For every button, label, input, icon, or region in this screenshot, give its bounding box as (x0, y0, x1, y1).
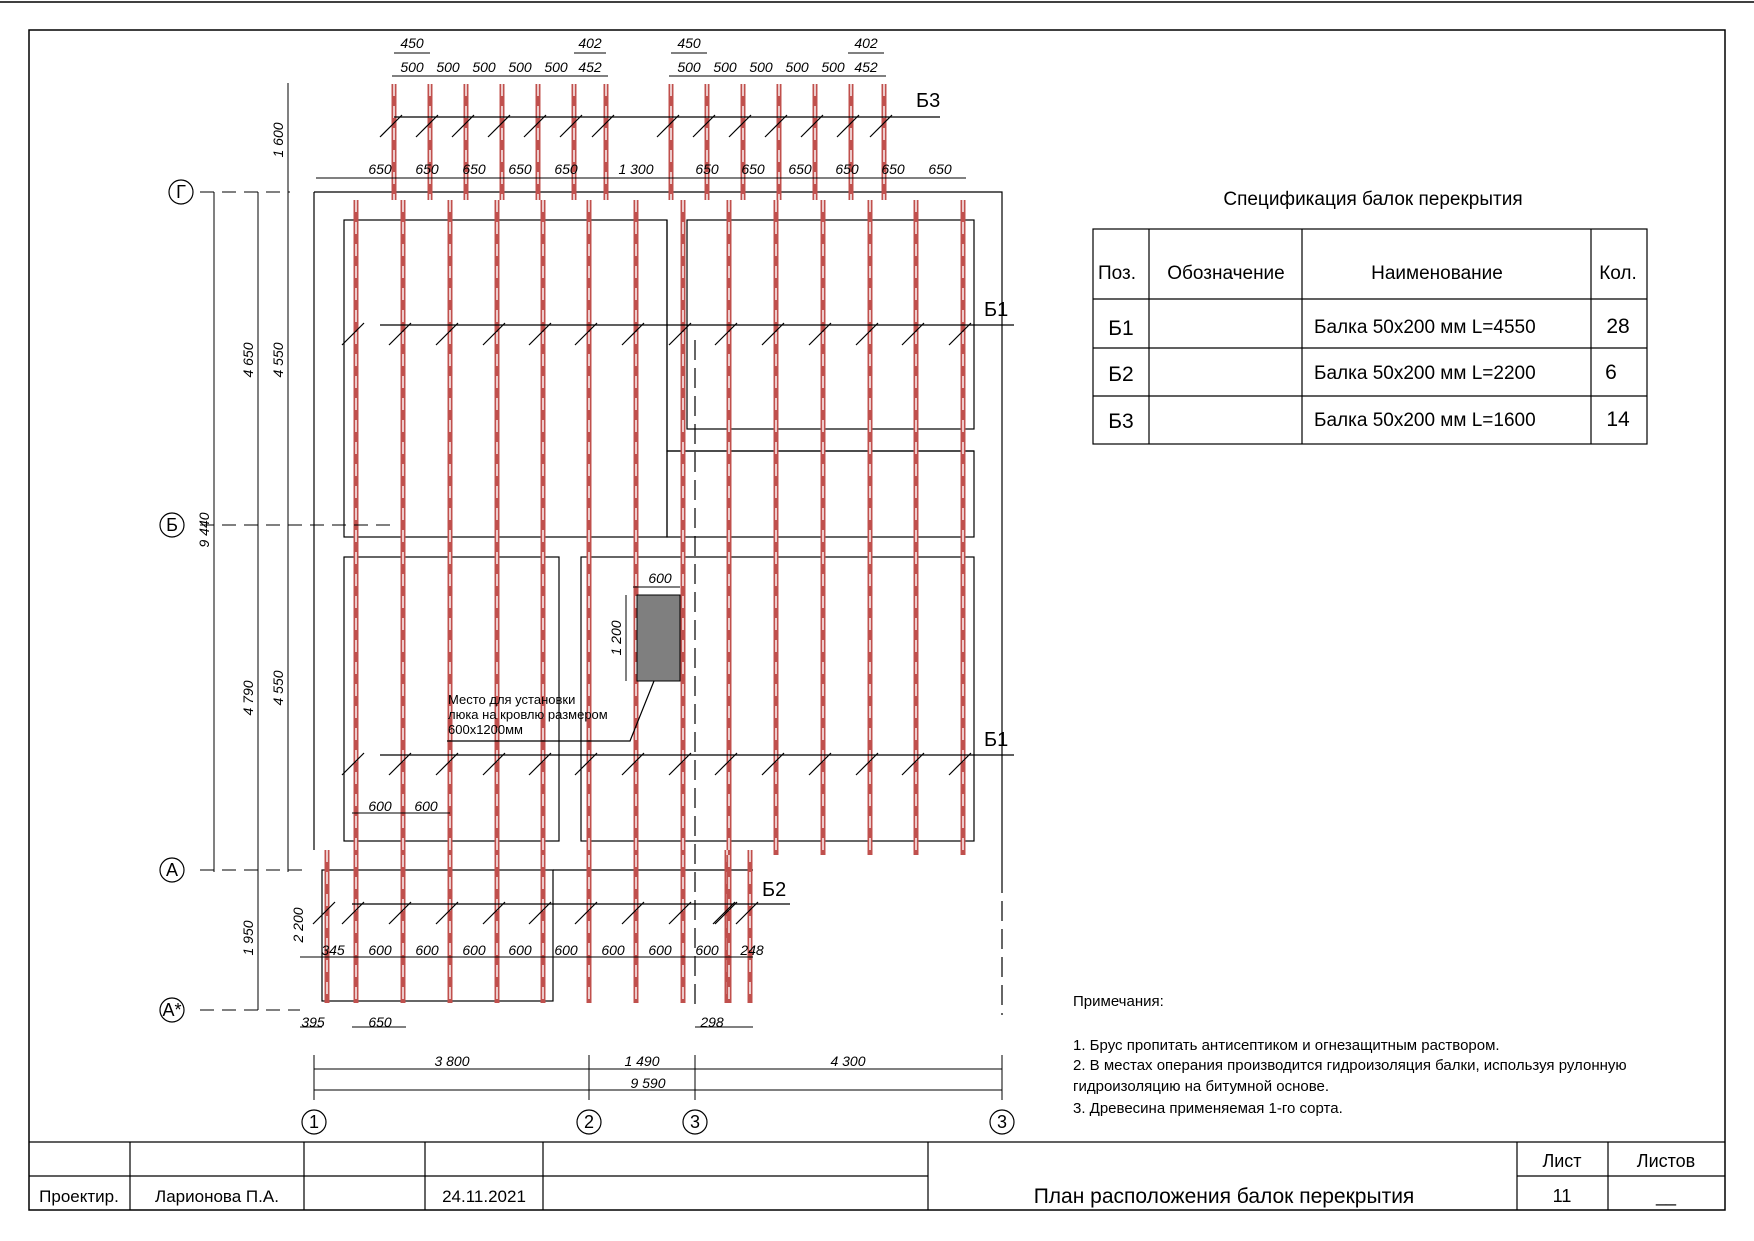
dim-top3-6: 650 (695, 161, 719, 177)
tick-b3-4 (524, 115, 546, 137)
spec-row-1-pos: Б2 (1108, 363, 1134, 386)
dim-low-8: 600 (695, 942, 719, 958)
dim-top2-5: 452 (578, 59, 602, 75)
tick-b1-ext-7 (669, 902, 691, 924)
tick-b1-low-4 (529, 753, 551, 775)
spec-header-code: Обозначение (1167, 263, 1285, 284)
dim-hatch-600: 600 (648, 570, 672, 586)
tick-b3-8 (693, 115, 715, 137)
label-b1-top: Б1 (984, 299, 1009, 321)
tick-b1-low-12 (902, 753, 924, 775)
tb-name: Ларионова П.А. (155, 1187, 279, 1206)
tick-b3-7 (657, 115, 679, 137)
tick-b3-12 (837, 115, 859, 137)
dim-top3-2: 650 (462, 161, 486, 177)
label-b3: Б3 (916, 90, 941, 112)
title-block (39, 1151, 1695, 1208)
label-b2: Б2 (762, 879, 787, 901)
tick-b1-ext-5 (575, 902, 597, 924)
tick-b1-ext-2 (436, 902, 458, 924)
dim-top3-8: 650 (788, 161, 812, 177)
dim-9440: 9 440 (196, 512, 212, 548)
tick-b1-top-1 (389, 323, 411, 345)
notes-title: Примечания: (1073, 993, 1164, 1010)
dim-top1-2: 450 (677, 35, 701, 51)
tick-b1-top-13 (949, 323, 971, 345)
tick-b3-10 (765, 115, 787, 137)
tick-b1-ext-0 (342, 902, 364, 924)
dim-top3-0: 650 (368, 161, 392, 177)
dim-top3-5: 1 300 (618, 161, 654, 177)
hatch-note-line-1: люка на кровлю размером (448, 707, 608, 722)
dim-top2-7: 500 (713, 59, 737, 75)
notes (1073, 993, 1627, 1117)
axis-label-3b: 3 (996, 1112, 1008, 1132)
hatch-note-line-0: Место для установки (448, 692, 576, 707)
tb-sheet-label: Лист (1542, 1151, 1582, 1171)
tick-b3-6 (592, 115, 614, 137)
dim-top2-6: 500 (677, 59, 701, 75)
dim-top2-1: 500 (436, 59, 460, 75)
dim-top2-8: 500 (749, 59, 773, 75)
hatch-note (448, 692, 608, 737)
dim-low-7: 600 (648, 942, 672, 958)
notes-line-3: 3. Древесина применяемая 1-го сорта. (1073, 1100, 1343, 1117)
tick-b1-low-13 (949, 753, 971, 775)
tick-b3-2 (452, 115, 474, 137)
dim-top3-4: 650 (554, 161, 578, 177)
dim-low-4: 600 (508, 942, 532, 958)
tick-b3-1 (416, 115, 438, 137)
tick-b3-3 (488, 115, 510, 137)
tick-b1-top-4 (529, 323, 551, 345)
spec-row-1-name: Балка 50х200 мм L=2200 (1314, 363, 1536, 384)
dim-1200: 1 200 (608, 620, 624, 656)
tick-b1-ext-1 (389, 902, 411, 924)
dim-top1-3: 402 (854, 35, 878, 51)
dim-top2-9: 500 (785, 59, 809, 75)
axis-label-3a: 3 (689, 1112, 701, 1132)
spec-row-1-qty: 6 (1605, 361, 1617, 384)
dim-1950: 1 950 (240, 920, 256, 956)
axis-label-b: Б (166, 515, 178, 535)
roof-hatch-opening (637, 595, 680, 681)
tick-b1-ext-3 (483, 902, 505, 924)
tick-b1-top-12 (902, 323, 924, 345)
dim-mid-600a: 600 (368, 798, 392, 814)
spec-header-qty: Кол. (1599, 263, 1637, 284)
dimension-texts (301, 35, 952, 1091)
dim-1490: 1 490 (624, 1053, 660, 1069)
dim-9590: 9 590 (630, 1075, 666, 1091)
dim-low-6: 600 (601, 942, 625, 958)
tick-b1-top-8 (715, 323, 737, 345)
dim-low-3: 600 (462, 942, 486, 958)
spec-row-0-pos: Б1 (1108, 317, 1134, 340)
tb-sheets: __ (1655, 1186, 1677, 1206)
tick-b1-top-10 (809, 323, 831, 345)
tb-role: Проектир. (39, 1187, 119, 1206)
spec-header-name: Наименование (1371, 263, 1503, 284)
tick-b3-11 (801, 115, 823, 137)
tick-b1-low-1 (389, 753, 411, 775)
axis-label-a: А (165, 860, 179, 880)
tick-b1-low-8 (715, 753, 737, 775)
spec-title: Спецификация балок перекрытия (1223, 189, 1523, 210)
vertical-dimension-texts (196, 122, 624, 955)
tick-b1-top-7 (669, 323, 691, 345)
dim-low-2: 600 (415, 942, 439, 958)
dim-low-9: 248 (740, 942, 764, 958)
tick-b2-0 (313, 902, 335, 924)
spec-row-0-name: Балка 50х200 мм L=4550 (1314, 317, 1536, 338)
dim-top1-0: 450 (400, 35, 424, 51)
tick-b1-low-6 (622, 753, 644, 775)
notes-line-1: 2. В местах операния производится гидроизоляция балки, используя рулонную (1073, 1057, 1627, 1074)
axis-label-g: Г (176, 182, 186, 202)
dim-2200: 2 200 (290, 907, 306, 943)
dim-4650: 4 650 (240, 342, 256, 378)
tick-b3-0 (380, 115, 402, 137)
dim-low-1: 600 (368, 942, 392, 958)
spec-row-0-qty: 28 (1606, 315, 1630, 338)
tick-b1-low-7 (669, 753, 691, 775)
dim-mid-600b: 600 (414, 798, 438, 814)
dim-top2-11: 452 (854, 59, 878, 75)
title-block-grid (29, 1142, 1725, 1210)
beam-group-labels (762, 90, 1008, 901)
hatch-note-line-2: 600х1200мм (448, 722, 523, 737)
dim-top3-9: 650 (835, 161, 859, 177)
dim-top2-4: 500 (544, 59, 568, 75)
dim-4790: 4 790 (240, 680, 256, 716)
dim-4300: 4 300 (830, 1053, 866, 1069)
dim-top2-0: 500 (400, 59, 424, 75)
tick-b1-top-0 (342, 323, 364, 345)
tick-b3-9 (729, 115, 751, 137)
tick-b1-low-0 (342, 753, 364, 775)
tick-b3-5 (560, 115, 582, 137)
dim-top3-3: 650 (508, 161, 532, 177)
notes-line-0: 1. Брус пропитать антисептиком и огнезащитным раствором. (1073, 1037, 1500, 1054)
tick-b1-ext-4 (529, 902, 551, 924)
tick-b1-low-3 (483, 753, 505, 775)
dim-top3-7: 650 (741, 161, 765, 177)
tick-b1-top-2 (436, 323, 458, 345)
tick-b1-low-10 (809, 753, 831, 775)
label-b1-low: Б1 (984, 729, 1009, 751)
dim-298: 298 (700, 1014, 724, 1030)
dim-4550a: 4 550 (270, 342, 286, 378)
tick-b1-top-3 (483, 323, 505, 345)
dim-395: 395 (301, 1014, 325, 1030)
tb-date: 24.11.2021 (442, 1187, 526, 1206)
dim-top3-11: 650 (928, 161, 952, 177)
tick-b1-low-9 (762, 753, 784, 775)
spec-header-pos: Поз. (1098, 263, 1136, 284)
dim-650: 650 (368, 1014, 392, 1030)
tick-b1-top-5 (575, 323, 597, 345)
dim-top2-3: 500 (508, 59, 532, 75)
tick-b1-top-6 (622, 323, 644, 345)
dim-3800: 3 800 (434, 1053, 470, 1069)
tick-b1-low-5 (575, 753, 597, 775)
tick-b1-ext-6 (622, 902, 644, 924)
dim-4550b: 4 550 (270, 670, 286, 706)
tick-b1-top-9 (762, 323, 784, 345)
dim-low-0: 345 (321, 942, 345, 958)
axis-label-2: 2 (583, 1112, 595, 1132)
dim-1600: 1 600 (270, 122, 286, 158)
spec-row-2-name: Балка 50х200 мм L=1600 (1314, 410, 1536, 431)
dim-top3-1: 650 (415, 161, 439, 177)
tb-drawing-title: План расположения балок перекрытия (1033, 1185, 1415, 1208)
dim-low-5: 600 (554, 942, 578, 958)
beams-layer (325, 84, 966, 1003)
dim-top2-10: 500 (821, 59, 845, 75)
dim-top1-1: 402 (578, 35, 602, 51)
axis-label-1: 1 (308, 1112, 320, 1132)
spec-row-2-pos: Б3 (1108, 410, 1134, 433)
tick-b2-2 (736, 902, 758, 924)
dim-top3-10: 650 (881, 161, 905, 177)
notes-line-2: гидроизоляцию на битумной основе. (1073, 1078, 1330, 1095)
axis-label-a-star: А* (162, 1000, 182, 1020)
dim-top2-2: 500 (472, 59, 496, 75)
tick-b3-13 (870, 115, 892, 137)
tick-b1-low-2 (436, 753, 458, 775)
spec-row-2-qty: 14 (1606, 408, 1630, 431)
tb-sheets-label: Листов (1636, 1151, 1696, 1171)
tb-sheet: 11 (1552, 1186, 1572, 1206)
tick-b1-low-11 (856, 753, 878, 775)
tick-b1-top-11 (856, 323, 878, 345)
tick-b2-1 (713, 902, 735, 924)
